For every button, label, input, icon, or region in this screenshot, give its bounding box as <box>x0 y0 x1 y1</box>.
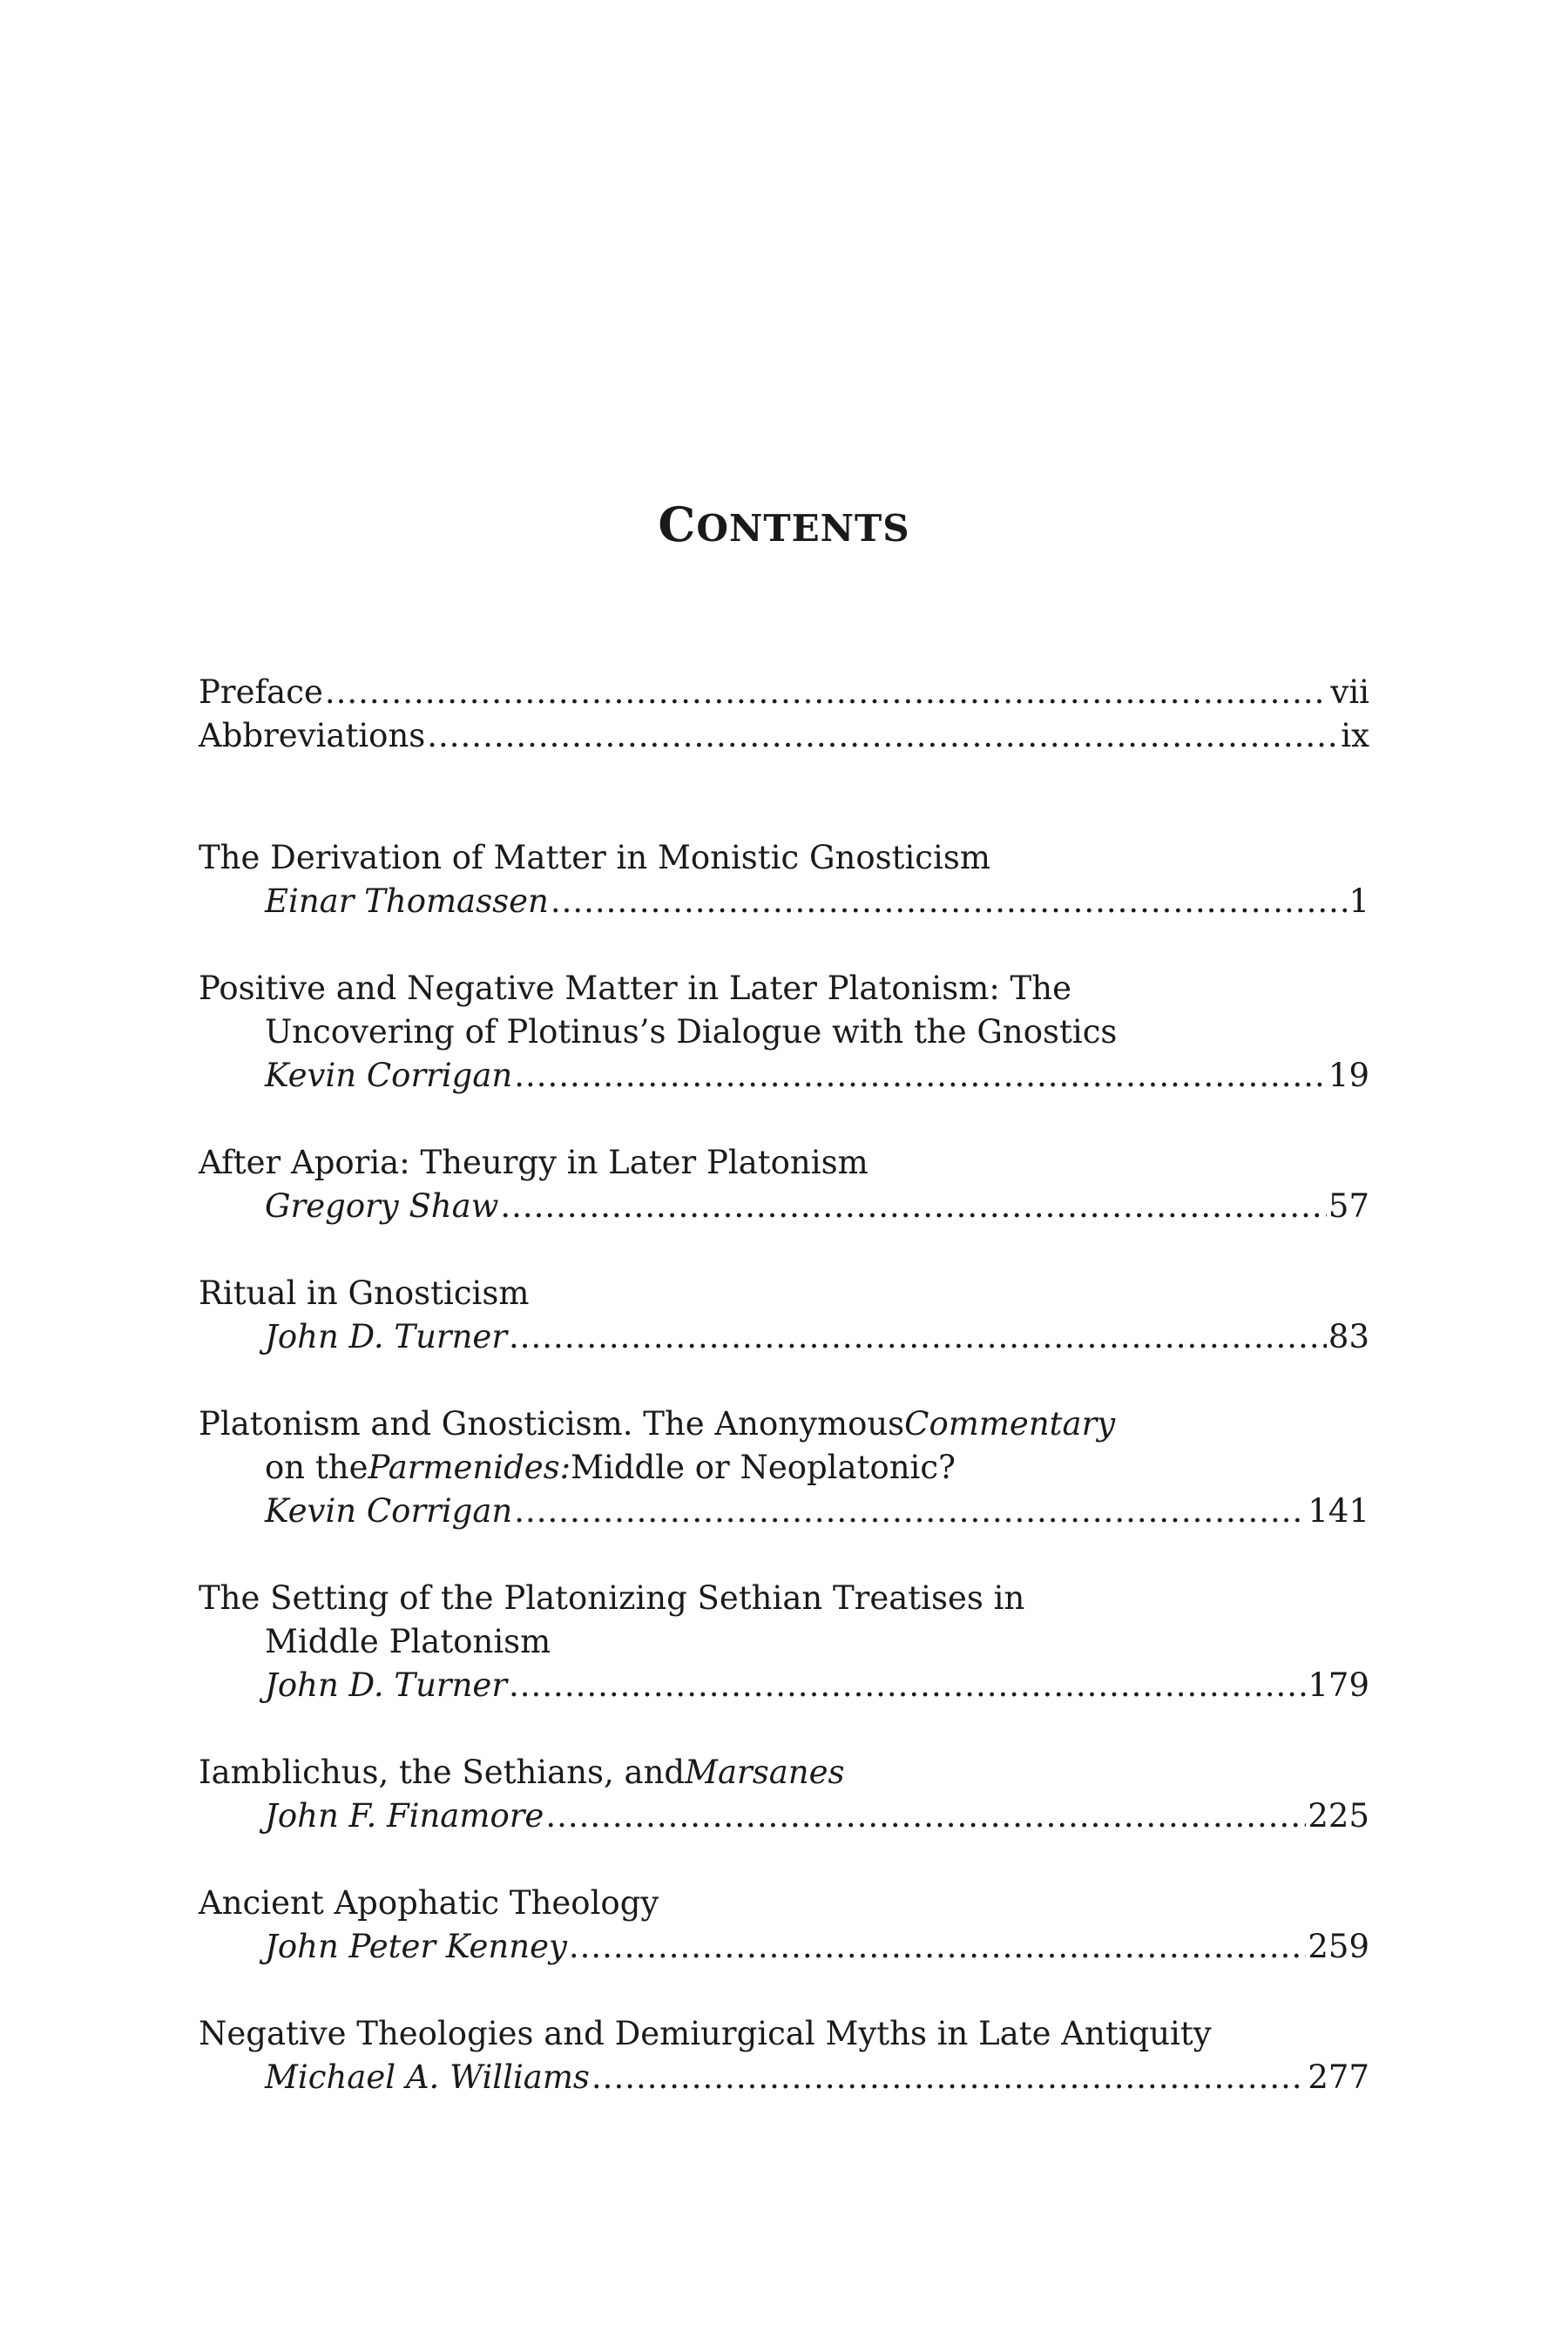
leader-dots <box>509 1315 1327 1359</box>
page-number: 57 <box>1328 1187 1369 1225</box>
entry-title-continued: on the Parmenides: Middle or Neoplatonic? <box>199 1446 1369 1490</box>
toc-entry[interactable] <box>199 2012 1369 2099</box>
entry-title: Platonism and Gnosticism. The Anonymous Commentary <box>199 1402 1369 1446</box>
entry-title: Iamblichus, the Sethians, and Marsanes <box>199 1751 1369 1794</box>
leader-dots <box>500 1185 1327 1228</box>
toc-entry[interactable] <box>199 967 1369 1098</box>
entry-author: Gregory Shaw <box>265 1187 499 1225</box>
contents-heading: CONTENTS <box>658 497 910 552</box>
entry-title: After Aporia: Theurgy in Later Platonism <box>199 1144 868 1181</box>
author-line <box>199 1794 1369 1838</box>
toc-entry[interactable] <box>199 1272 1369 1359</box>
entry-title: The Derivation of Matter in Monistic Gnosticism <box>199 839 990 876</box>
entry-title: Abbreviations <box>199 717 426 754</box>
entry-title: Ancient Apophatic Theology <box>199 1884 659 1922</box>
entry-title: Ritual in Gnosticism <box>199 1274 530 1312</box>
entry-author: Michael A. Williams <box>265 2058 590 2096</box>
toc-entry[interactable] <box>199 1141 1369 1228</box>
author-line <box>199 1490 1369 1533</box>
page-number: 277 <box>1308 2058 1369 2096</box>
entry-title: The Setting of the Platonizing Sethian Treatises in <box>199 1579 1025 1617</box>
entry-title-continued: Middle Platonism <box>265 1623 551 1660</box>
italic-title: Marsanes <box>685 1754 845 1791</box>
toc-entry[interactable] <box>199 1402 1369 1533</box>
entry-author: John D. Turner <box>265 1318 508 1355</box>
entry-title: Preface <box>199 673 323 711</box>
chapter-list <box>199 836 1369 2143</box>
leader-dots <box>545 1794 1306 1838</box>
author-line <box>199 1925 1369 1969</box>
entry-author: Kevin Corrigan <box>265 1057 513 1094</box>
page-number: 225 <box>1308 1797 1369 1835</box>
leader-dots <box>325 671 1329 714</box>
italic-title: Parmenides: <box>368 1449 571 1486</box>
leader-dots <box>514 1490 1306 1533</box>
leader-dots <box>569 1925 1307 1969</box>
entry-author: Einar Thomassen <box>265 882 549 920</box>
author-line <box>199 880 1369 923</box>
toc-entry[interactable] <box>199 1577 1369 1707</box>
leader-dots <box>514 1054 1327 1098</box>
toc-entry-preface[interactable] <box>199 671 1369 714</box>
page-number: 179 <box>1308 1666 1369 1704</box>
leader-dots <box>591 2056 1306 2099</box>
entry-title-continued: Uncovering of Plotinus’s Dialogue with the Gnostics <box>265 1013 1118 1051</box>
entry-title: Positive and Negative Matter in Later Platonism: The <box>199 970 1071 1007</box>
entry-author: John D. Turner <box>265 1666 508 1704</box>
page-number: 19 <box>1328 1057 1369 1094</box>
author-line <box>199 2056 1369 2099</box>
toc-entry[interactable] <box>199 1751 1369 1838</box>
page-number: vii <box>1330 673 1369 711</box>
author-line <box>199 1315 1369 1359</box>
entry-author: John F. Finamore <box>265 1797 544 1835</box>
page-number: 259 <box>1308 1928 1369 1965</box>
entry-author: Kevin Corrigan <box>265 1492 513 1530</box>
entry-title: Negative Theologies and Demiurgical Myths in Late Antiquity <box>199 2015 1212 2052</box>
toc-entry-abbreviations[interactable] <box>199 714 1369 758</box>
author-line <box>199 1185 1369 1228</box>
page-number: 1 <box>1348 882 1369 920</box>
page-number: 83 <box>1328 1318 1369 1355</box>
leader-dots <box>509 1664 1306 1707</box>
entry-author: John Peter Kenney <box>265 1928 567 1965</box>
author-line <box>199 1664 1369 1707</box>
leader-dots <box>427 714 1339 758</box>
toc-entry[interactable] <box>199 836 1369 923</box>
front-matter-list <box>199 671 1369 758</box>
author-line <box>199 1054 1369 1098</box>
page-number: 141 <box>1308 1492 1369 1530</box>
italic-title: Commentary <box>904 1405 1116 1443</box>
leader-dots <box>551 880 1348 923</box>
toc-entry[interactable] <box>199 1882 1369 1969</box>
page-number: ix <box>1341 717 1369 754</box>
